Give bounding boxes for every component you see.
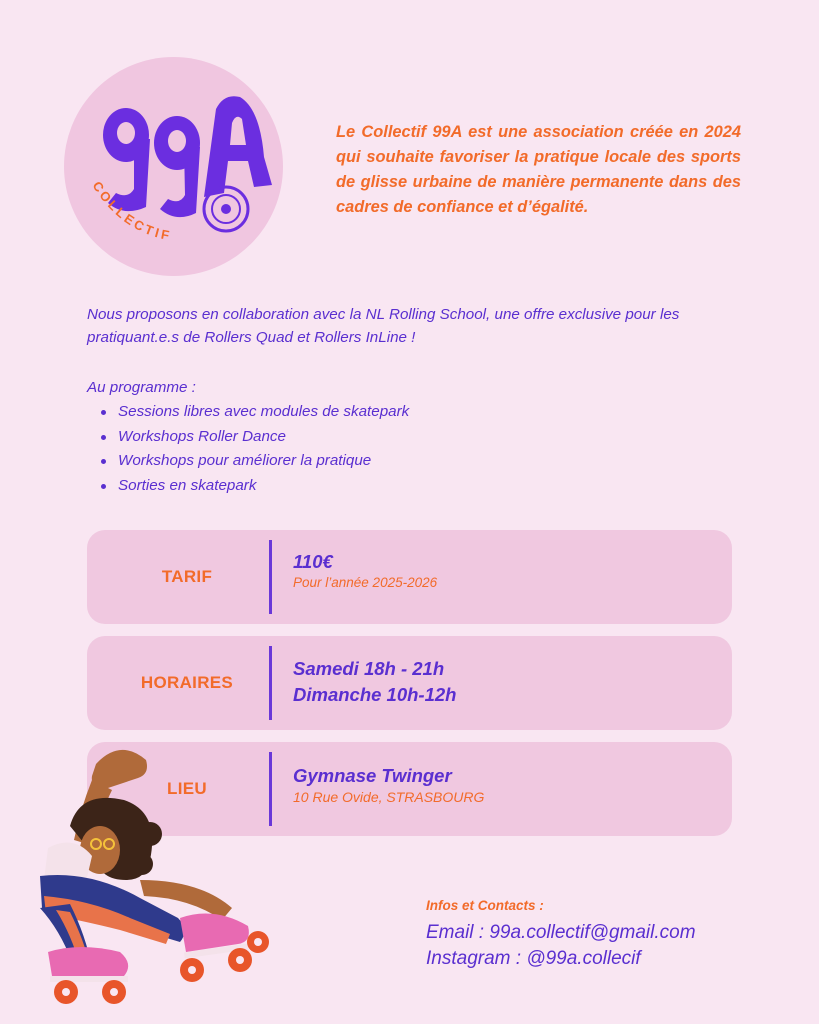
contact-email[interactable]: Email : 99a.collectif@gmail.com (426, 922, 696, 943)
tarif-card (87, 530, 732, 624)
intro-text: Le Collectif 99A est une association créée en 2024 qui souhaite favoriser la pratique locale des sports de glisse urbaine de manière permanente dans des cadres de confiance et d’égalité. (336, 123, 741, 216)
tarif-note: Pour l’année 2025-2026 (293, 575, 438, 590)
list-item: Workshops pour améliorer la pratique (99, 449, 409, 474)
logo (64, 57, 283, 276)
contact-instagram[interactable]: Instagram : @99a.collecif (426, 948, 641, 969)
list-item: Workshops Roller Dance (99, 425, 409, 450)
contacts (426, 896, 696, 972)
program-title: Au programme : (87, 379, 196, 396)
list-item: Sessions libres avec modules de skatepark (99, 400, 409, 425)
list-item: Sorties en skatepark (99, 474, 409, 499)
lieu-label: LIEU (167, 779, 207, 798)
card-divider (269, 646, 272, 720)
horaires-sunday: Dimanche 10h-12h (293, 684, 457, 705)
card-divider (269, 540, 272, 614)
lieu-address: 10 Rue Ovide, STRASBOURG (293, 789, 485, 805)
lieu-name: Gymnase Twinger (293, 765, 452, 786)
horaires-card (87, 636, 732, 730)
horaires-label: HORAIRES (140, 673, 234, 692)
program-list (99, 400, 409, 498)
contacts-title: Infos et Contacts : (426, 898, 544, 913)
tarif-label: TARIF (161, 567, 213, 586)
horaires-saturday: Samedi 18h - 21h (293, 658, 445, 679)
offer-text: Nous proposons en collaboration avec la NL Rolling School, une offre exclusive pour les pratiquant.e.s de Rollers Quad et Rollers InLine ! (87, 306, 680, 346)
logo-graphic (64, 57, 283, 276)
tarif-price: 110€ (293, 551, 333, 572)
roller-skater-illustration (0, 730, 300, 1024)
logo-ring-text: COLLECTIF (89, 178, 174, 244)
